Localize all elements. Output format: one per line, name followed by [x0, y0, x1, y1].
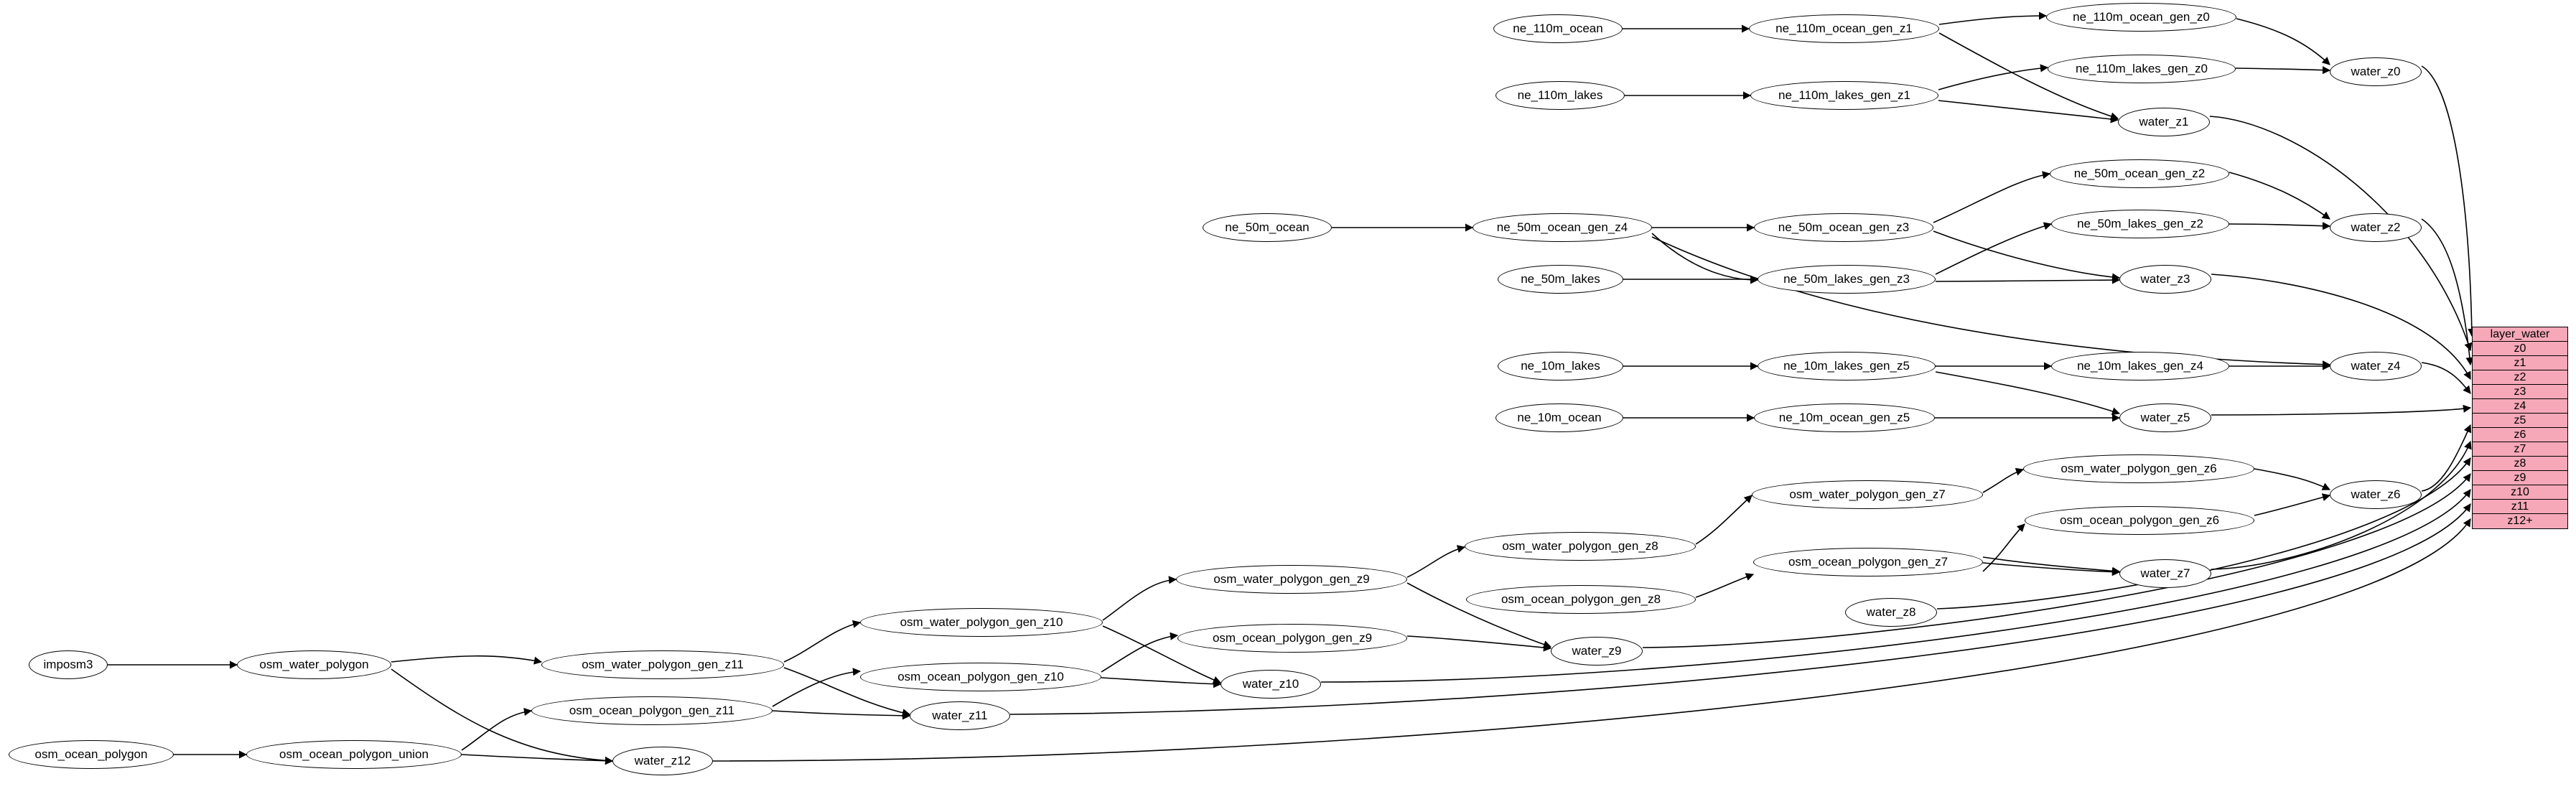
node-osm-ocean-polygon-gen-z9[interactable] — [1177, 624, 1407, 653]
node-label: ne_10m_ocean — [1517, 411, 1602, 424]
node-label: water_z6 — [2351, 487, 2401, 501]
node-osm-ocean-polygon-gen-z8[interactable] — [1466, 585, 1696, 614]
node-label: water_z5 — [2140, 411, 2190, 424]
node-label: water_z3 — [2140, 272, 2190, 286]
node-label: imposm3 — [43, 658, 93, 671]
node-label: ne_110m_lakes — [1517, 88, 1603, 102]
node-label: osm_water_polygon_gen_z7 — [1789, 487, 1946, 501]
node-label: ne_110m_lakes_gen_z1 — [1778, 88, 1910, 102]
layer-water-row-z6[interactable]: z6 — [2473, 428, 2567, 442]
layer-water-row-z4[interactable]: z4 — [2473, 399, 2567, 414]
node-ne-50m-ocean-gen-z4[interactable] — [1473, 213, 1652, 242]
node-ne-50m-lakes-gen-z3[interactable] — [1758, 265, 1936, 294]
node-label: ne_50m_lakes_gen_z3 — [1783, 272, 1910, 286]
node-label: osm_ocean_polygon_gen_z7 — [1788, 555, 1949, 569]
node-osm-water-polygon-gen-z8[interactable] — [1465, 532, 1696, 561]
node-label: osm_ocean_polygon_gen_z6 — [2059, 513, 2220, 527]
node-label: osm_water_polygon_gen_z11 — [582, 658, 744, 671]
node-osm-ocean-polygon-gen-z10[interactable] — [860, 663, 1101, 691]
layer-water-row-z3[interactable]: z3 — [2473, 385, 2567, 399]
node-label: ne_110m_ocean — [1513, 22, 1603, 35]
layer-water-row-z7[interactable]: z7 — [2473, 442, 2567, 457]
node-water-z10[interactable] — [1221, 670, 1321, 699]
node-ne-50m-ocean-gen-z3[interactable] — [1754, 213, 1933, 242]
node-ne-10m-lakes-gen-z4[interactable] — [2051, 352, 2229, 381]
node-water-z11[interactable] — [910, 701, 1010, 730]
node-label: ne_110m_lakes_gen_z0 — [2076, 62, 2208, 75]
node-label: ne_50m_ocean_gen_z2 — [2073, 167, 2206, 180]
layer-water-row-z8[interactable]: z8 — [2473, 457, 2567, 471]
node-water-z0[interactable] — [2330, 57, 2422, 86]
node-label: water_z2 — [2351, 220, 2401, 234]
node-ne-50m-lakes[interactable] — [1498, 265, 1623, 294]
node-water-z12[interactable] — [612, 747, 713, 775]
node-osm-ocean-polygon-gen-z6[interactable] — [2025, 506, 2254, 535]
node-label: ne_50m_ocean_gen_z3 — [1778, 220, 1910, 234]
node-label: ne_50m_ocean_gen_z4 — [1496, 220, 1628, 234]
node-label: osm_ocean_polygon_gen_z9 — [1212, 631, 1373, 645]
node-osm-water-polygon-gen-z10[interactable] — [860, 608, 1103, 637]
node-label: water_z9 — [1572, 644, 1622, 658]
node-label: osm_water_polygon_gen_z6 — [2061, 462, 2217, 475]
node-water-z6[interactable] — [2330, 480, 2422, 509]
layer-water-title: layer_water — [2473, 327, 2567, 342]
node-ne-110m-ocean[interactable] — [1493, 14, 1623, 43]
node-water-z2[interactable] — [2330, 213, 2422, 242]
node-label: ne_10m_lakes — [1521, 359, 1600, 373]
node-label: osm_ocean_polygon_union — [279, 747, 429, 761]
node-ne-10m-lakes-gen-z5[interactable] — [1758, 352, 1936, 381]
node-ne-10m-lakes[interactable] — [1498, 352, 1623, 381]
node-ne-110m-lakes[interactable] — [1495, 81, 1625, 110]
layer-water-row-z10[interactable]: z10 — [2473, 485, 2567, 500]
node-label: ne_110m_ocean_gen_z0 — [2073, 10, 2210, 24]
layer-water-row-z1[interactable]: z1 — [2473, 356, 2567, 370]
layer-water-row-z12plus[interactable]: z12+ — [2507, 515, 2533, 527]
node-label: ne_50m_lakes_gen_z2 — [2077, 217, 2203, 230]
node-ne-110m-ocean-gen-z1[interactable] — [1749, 14, 1939, 43]
node-osm-water-polygon-gen-z7[interactable] — [1752, 480, 1983, 509]
node-osm-ocean-polygon[interactable] — [9, 740, 174, 769]
node-osm-ocean-polygon-gen-z7[interactable] — [1753, 548, 1983, 576]
node-label: water_z0 — [2351, 65, 2401, 78]
node-label: osm_water_polygon_gen_z9 — [1213, 572, 1370, 586]
node-label: water_z7 — [2140, 566, 2190, 580]
layer-water-row-z5[interactable]: z5 — [2473, 414, 2567, 428]
node-label: water_z1 — [2139, 115, 2189, 129]
node-water-z5[interactable] — [2119, 403, 2211, 432]
node-label: osm_water_polygon — [259, 658, 369, 671]
node-label: water_z10 — [1242, 677, 1299, 691]
node-ne-50m-lakes-gen-z2[interactable] — [2051, 210, 2229, 238]
layer-water-row-z11[interactable]: z11 — [2473, 500, 2567, 514]
node-osm-water-polygon-gen-z11[interactable] — [541, 650, 784, 679]
node-ne-110m-ocean-gen-z0[interactable] — [2046, 3, 2236, 32]
node-label: osm_water_polygon_gen_z8 — [1502, 539, 1658, 553]
node-imposm3[interactable] — [29, 650, 108, 679]
node-osm-water-polygon-gen-z6[interactable] — [2023, 454, 2254, 483]
node-water-z7[interactable] — [2119, 559, 2211, 588]
node-label: water_z8 — [1866, 605, 1916, 619]
layer-water-row-z2[interactable]: z2 — [2473, 370, 2567, 385]
node-osm-ocean-polygon-union[interactable] — [246, 740, 462, 769]
node-water-z1[interactable] — [2118, 108, 2210, 136]
node-ne-110m-lakes-gen-z0[interactable] — [2048, 55, 2236, 83]
node-ne-50m-ocean-gen-z2[interactable] — [2050, 159, 2229, 188]
node-osm-water-polygon-gen-z9[interactable] — [1176, 565, 1407, 594]
node-label: osm_ocean_polygon_gen_z11 — [569, 704, 735, 717]
node-ne-110m-lakes-gen-z1[interactable] — [1750, 81, 1938, 110]
layer-water-row-z0[interactable]: z0 — [2473, 342, 2567, 356]
node-label: water_z4 — [2351, 359, 2401, 373]
node-water-z3[interactable] — [2119, 265, 2211, 294]
node-water-z8[interactable] — [1845, 598, 1937, 627]
node-label: osm_ocean_polygon_gen_z8 — [1501, 592, 1661, 606]
node-label: water_z12 — [634, 754, 691, 767]
node-label: ne_110m_ocean_gen_z1 — [1775, 22, 1913, 35]
node-ne-50m-ocean[interactable] — [1203, 213, 1332, 242]
node-ne-10m-ocean[interactable] — [1495, 403, 1623, 432]
layer-water-table[interactable] — [2472, 327, 2568, 529]
node-osm-ocean-polygon-gen-z11[interactable] — [531, 696, 773, 725]
node-water-z4[interactable] — [2330, 352, 2422, 381]
node-label: osm_water_polygon_gen_z10 — [900, 615, 1063, 629]
layer-water-row-z9[interactable]: z9 — [2473, 471, 2567, 485]
node-label: ne_50m_lakes — [1521, 272, 1600, 286]
node-label: osm_ocean_polygon — [34, 747, 148, 761]
node-label: water_z11 — [932, 709, 988, 722]
node-label: ne_50m_ocean — [1225, 220, 1310, 234]
node-label: ne_10m_lakes_gen_z5 — [1783, 359, 1910, 373]
node-label: osm_ocean_polygon_gen_z10 — [897, 670, 1064, 683]
node-label: ne_10m_ocean_gen_z5 — [1778, 411, 1910, 424]
node-label: ne_10m_lakes_gen_z4 — [2077, 359, 2203, 373]
node-water-z9[interactable] — [1551, 637, 1643, 666]
node-ne-10m-ocean-gen-z5[interactable] — [1754, 403, 1935, 432]
node-osm-water-polygon[interactable] — [237, 650, 391, 679]
